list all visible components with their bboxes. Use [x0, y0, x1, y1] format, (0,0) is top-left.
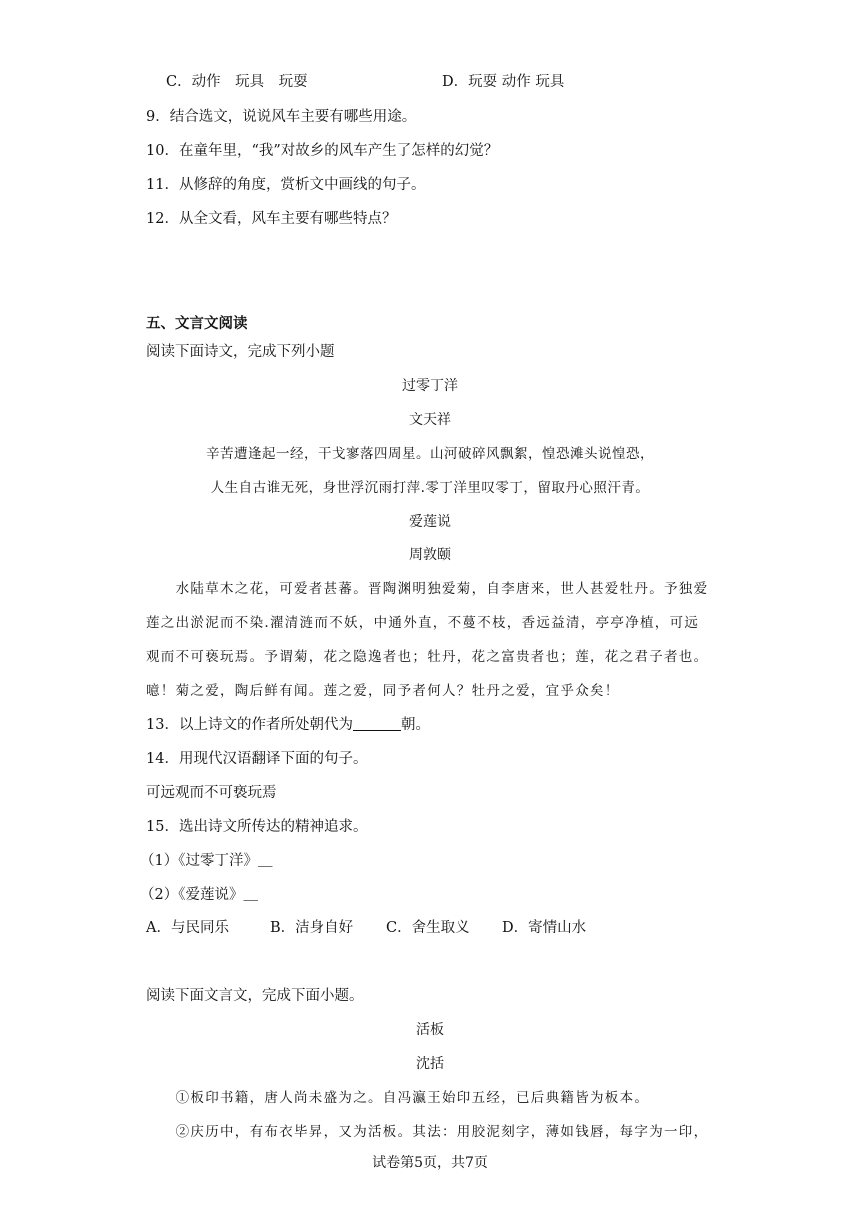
poem-line: 人生自古谁无死，身世浮沉雨打萍.零丁洋里叹零丁，留取丹心照汗青。 [210, 480, 650, 496]
answer-blank[interactable] [353, 716, 401, 731]
question-15-sub1: （1）《过零丁洋》＿ [140, 853, 273, 869]
option-c: C．动作 玩具 玩耍 [166, 74, 308, 90]
option-c: C．舍生取义 [386, 920, 470, 936]
passage-author: 沈括 [416, 1056, 444, 1072]
question-15-options [146, 918, 587, 938]
essay-line: 观而不可亵玩焉。予谓菊，花之隐逸者也；牡丹，花之富贵者也；莲，花之君子者也。 [146, 649, 709, 665]
question-13-text: 13．以上诗文的作者所处朝代为 [146, 717, 353, 733]
essay-line: 莲之出淤泥而不染.濯清涟而不妖，中通外直，不蔓不枝，香远益清，亭亭净植，可远 [146, 615, 700, 631]
poem-title: 过零丁洋 [402, 378, 458, 394]
passage-line: ②庆历中，有布衣毕昇，又为活板。其法：用胶泥刻字，薄如钱唇，每字为一印， [146, 1124, 709, 1140]
option-b: B．洁身自好 [270, 920, 354, 936]
translate-sentence: 可远观而不可亵玩焉 [146, 785, 277, 801]
options-row [166, 72, 565, 92]
poem-author: 文天祥 [409, 412, 451, 428]
question-11: 11．从修辞的角度，赏析文中画线的句子。 [146, 177, 426, 193]
question-15-sub2: （2）《爱莲说》＿ [140, 887, 258, 903]
question-9: 9．结合选文，说说风车主要有哪些用途。 [146, 109, 417, 125]
question-13 [146, 715, 430, 735]
passage-intro: 阅读下面文言文，完成下面小题。 [146, 988, 364, 1004]
page-footer: 试卷第5页，共7页 [372, 1155, 488, 1171]
essay-author: 周敦颐 [409, 547, 451, 563]
option-d: D．玩耍 动作 玩具 [442, 74, 565, 90]
essay-line: 噫！菊之爱，陶后鲜有闻。莲之爱，同予者何人？牡丹之爱，宜乎众矣！ [146, 683, 620, 699]
question-12: 12．从全文看，风车主要有哪些特点？ [146, 211, 397, 227]
question-10: 10．在童年里，“我”对故乡的风车产生了怎样的幻觉？ [146, 143, 499, 159]
essay-line: 水陆草木之花，可爱者甚蕃。晋陶渊明独爱菊，自李唐来，世人甚爱牡丹。予独爱 [146, 581, 709, 597]
section-heading: 五、文言文阅读 [146, 315, 248, 332]
essay-title: 爱莲说 [409, 514, 451, 530]
passage-line: ①板印书籍，唐人尚未盛为之。自冯瀛王始印五经，已后典籍皆为板本。 [146, 1090, 650, 1106]
option-d: D．寄情山水 [502, 920, 587, 936]
poem-line: 辛苦遭逢起一经，干戈寥落四周星。山河破碎风飘絮，惶恐滩头说惶恐， [206, 446, 654, 462]
option-a: A．与民同乐 [146, 920, 229, 936]
question-13-tail: 朝。 [400, 717, 430, 733]
question-14: 14．用现代汉语翻译下面的句子。 [146, 751, 368, 767]
section-intro: 阅读下面诗文，完成下列小题 [146, 344, 335, 360]
passage-title: 活板 [416, 1022, 444, 1038]
question-15: 15．选出诗文所传达的精神追求。 [146, 819, 368, 835]
